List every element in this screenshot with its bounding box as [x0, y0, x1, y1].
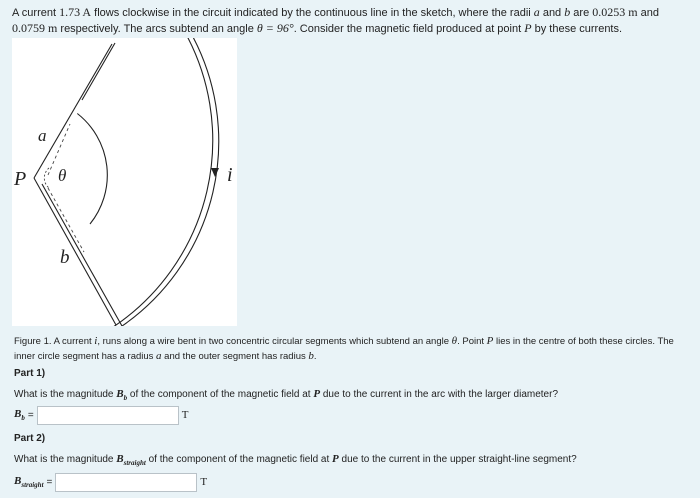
label-theta: θ	[58, 166, 67, 185]
equals-sign: =	[27, 409, 34, 421]
part2-answer-input[interactable]	[55, 473, 197, 492]
question-text: of the component of the magnetic field at	[127, 389, 314, 400]
problem-text: and	[637, 7, 660, 19]
caption-text: and the outer segment has radius	[161, 351, 309, 362]
part2-title: Part 2)	[14, 433, 46, 444]
question-text: What is the magnitude	[14, 454, 117, 465]
label-a: a	[38, 126, 47, 145]
problem-text: by these currents.	[531, 23, 623, 35]
symbol-letter: B	[116, 453, 124, 465]
question-text: of the component of the magnetic field at	[145, 454, 333, 465]
label-b: b	[60, 247, 70, 268]
problem-text: and	[539, 7, 565, 19]
caption-var-b: b	[308, 350, 314, 362]
problem-statement	[12, 5, 692, 37]
caption-text: , runs along a wire bent in two concentric circular segments which subtend an angle	[97, 336, 452, 347]
symbol-subscript: straight	[123, 459, 146, 468]
part1-answer-row	[14, 405, 188, 425]
part1-answer-input[interactable]	[37, 406, 179, 425]
caption-var-theta: θ	[451, 335, 458, 347]
var-p: P	[524, 21, 532, 35]
question-text: due to the current in the arc with the larger diameter?	[320, 389, 558, 400]
upper-radial-wire	[34, 44, 112, 178]
problem-text: . Consider the magnetic field produced at point	[293, 23, 525, 35]
circuit-diagram	[12, 38, 237, 326]
problem-text: are	[570, 7, 593, 19]
caption-var-p: P	[486, 335, 494, 347]
symbol-letter: B	[14, 407, 22, 420]
inner-arc	[77, 114, 107, 225]
var-b: b	[564, 5, 571, 19]
label-p: P	[14, 168, 27, 190]
question-var-p: P	[332, 453, 339, 465]
symbol-subscript: straight	[21, 481, 44, 490]
radius-a-value: 0.0253 m	[592, 5, 638, 19]
part1-question	[14, 388, 558, 402]
part2-answer-symbol	[14, 475, 44, 489]
part1-unit: T	[181, 409, 189, 421]
symbol-subscript: b	[21, 414, 25, 423]
caption-var-i: i	[94, 335, 98, 347]
symbol-letter: B	[116, 388, 124, 400]
radius-b-value: 0.0759 m	[12, 21, 58, 35]
symbol-subscript: b	[123, 394, 128, 403]
angle-value: θ = 96°	[256, 21, 294, 35]
caption-text: Figure 1. A current	[14, 336, 95, 347]
label-i: i	[227, 164, 233, 186]
var-a: a	[533, 5, 540, 19]
part2-question-symbol	[116, 453, 146, 468]
current-arrow-icon	[211, 168, 219, 177]
caption-var-a: a	[156, 350, 162, 362]
angle-mark	[44, 168, 49, 188]
part1-question-symbol	[116, 388, 128, 403]
lower-straight-segment	[42, 184, 122, 326]
problem-text: A current	[12, 7, 60, 19]
problem-text: flows clockwise in the circuit indicated by the continuous line in the sketch, where the radii	[91, 7, 534, 19]
current-value: 1.73 A	[59, 5, 92, 19]
caption-text: .	[313, 351, 317, 362]
part2-unit: T	[200, 476, 208, 488]
question-text: What is the magnitude	[14, 389, 117, 400]
part1-title: Part 1)	[14, 368, 46, 379]
outer-arc-line	[112, 38, 212, 326]
question-text: due to the current in the upper straight-line segment?	[338, 454, 577, 465]
question-var-p: P	[313, 388, 321, 400]
radius-b-dash	[48, 188, 84, 252]
figure-caption	[14, 334, 694, 364]
upper-straight-segment	[82, 43, 115, 100]
outer-arc	[118, 38, 218, 326]
caption-text: . Point	[457, 336, 487, 347]
symbol-letter: B	[14, 474, 22, 487]
caption-text: lies in the centre of both these circles. The inner circle segment has a radius	[14, 336, 674, 362]
part2-answer-row	[14, 472, 207, 492]
problem-text: respectively. The arcs subtend an angle	[57, 23, 257, 35]
part1-answer-symbol	[14, 408, 25, 422]
equals-sign: =	[46, 476, 53, 488]
part2-question	[14, 453, 577, 467]
circuit-figure	[12, 38, 237, 326]
